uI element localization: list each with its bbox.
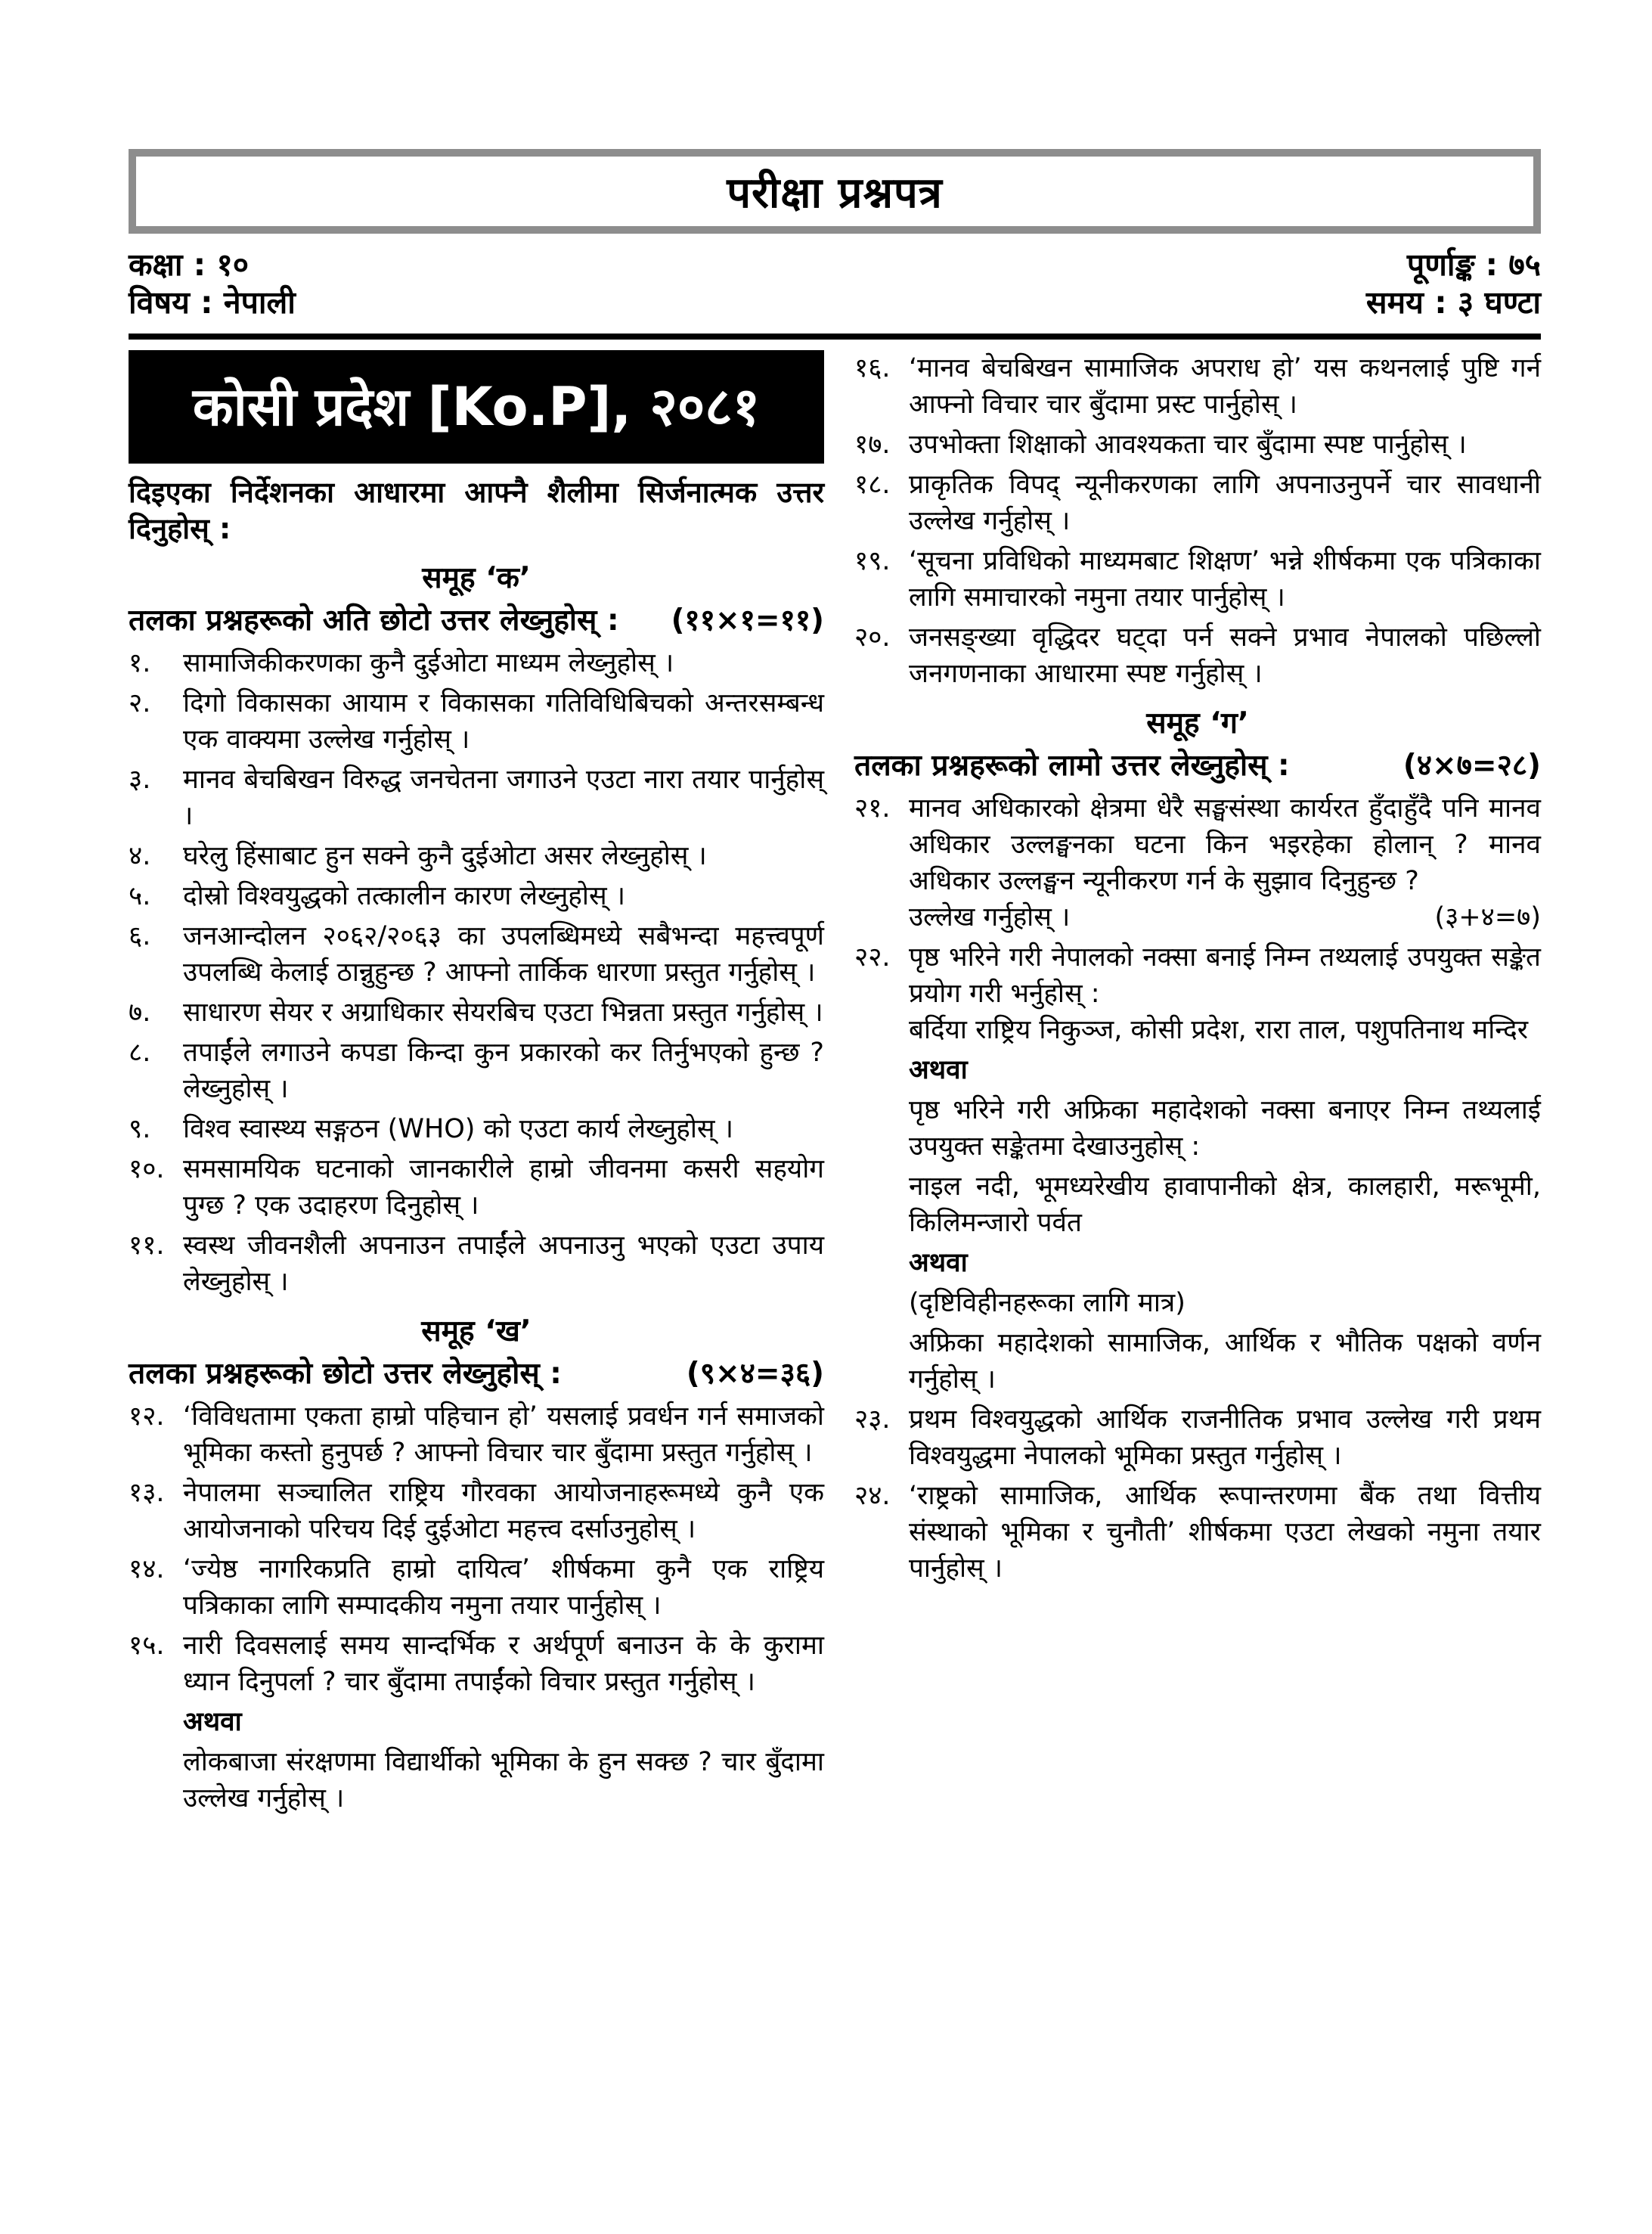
group-b-instruction-row — [129, 1356, 824, 1392]
or-label: अथवा — [909, 1055, 968, 1085]
group-c-marks: (४×७=२८) — [1402, 749, 1541, 783]
question-text: ‘ज्येष्ठ नागरिकप्रति हाम्रो दायित्व’ शीर्षकमा कुनै एक राष्ट्रिय पत्रिकाका लागि सम्पादकीय नमुना तयार पार्नुहोस् । — [183, 1554, 824, 1621]
title-box — [129, 149, 1541, 234]
question-text: प्राकृतिक विपद् न्यूनीकरणका लागि अपनाउनुपर्ने चार सावधानी उल्लेख गर्नुहोस् । — [909, 470, 1541, 536]
question-12 — [129, 1398, 824, 1471]
question-15 — [129, 1627, 824, 1700]
question-text: तपाईंले लगाउने कपडा किन्दा कुन प्रकारको कर तिर्नुभएको हुन्छ ? लेख्नुहोस् । — [183, 1038, 824, 1104]
or-label: अथवा — [183, 1707, 242, 1737]
group-b-marks: (९×४=३६) — [686, 1357, 824, 1391]
question-number: ८. — [129, 1038, 151, 1068]
alt-question-text: पृष्ठ भरिने गरी अफ्रिका महादेशको नक्सा बनाएर निम्न तथ्यलाई उपयुक्त सङ्केतमा देखाउनुहोस् : — [909, 1095, 1541, 1162]
two-column-body — [129, 350, 1541, 1817]
question-6 — [129, 918, 824, 991]
question-text: ‘राष्ट्रको सामाजिक, आर्थिक रूपान्तरणमा बैंक तथा वित्तीय संस्थाको भूमिका र चुनौती’ शीर्षकमा एउटा लेखको नमुना तयार पार्नुहोस् । — [909, 1481, 1541, 1584]
question-item-list: बर्दिया राष्ट्रिय निकुञ्ज, कोसी प्रदेश, रारा ताल, पशुपतिनाथ मन्दिर — [909, 1015, 1529, 1045]
alt-question-text: अफ्रिका महादेशको सामाजिक, आर्थिक र भौतिक पक्षको वर्णन गर्नुहोस् । — [909, 1328, 1541, 1395]
question-text: पृष्ठ भरिने गरी नेपालको नक्सा बनाई निम्न तथ्यलाई उपयुक्त सङ्केत प्रयोग गरी भर्नुहोस् : — [909, 942, 1541, 1009]
question-17 — [854, 427, 1541, 463]
meta-row-2 — [129, 284, 1541, 321]
question-number: २०. — [854, 622, 891, 653]
question-10 — [129, 1151, 824, 1224]
question-text: नेपालमा सञ्चालित राष्ट्रिय गौरवका आयोजनाहरूमध्ये कुनै एक आयोजनाको परिचय दिई दुईओटा महत्त्व दर्साउनुहोस् । — [183, 1478, 824, 1544]
divider-rule — [129, 334, 1541, 340]
question-tail-text: उल्लेख गर्नुहोस् । — [909, 902, 1071, 932]
question-14 — [129, 1551, 824, 1624]
intro-text: दिइएका निर्देशनका आधारमा आफ्नै शैलीमा सिर्जनात्मक उत्तर दिनुहोस् : — [129, 476, 824, 545]
alt-question-note: (दृष्टिविहीनहरूका लागि मात्र) — [909, 1288, 1186, 1318]
question-9 — [129, 1111, 824, 1147]
question-20 — [854, 619, 1541, 692]
question-text: ‘सूचना प्रविधिको माध्यमबाट शिक्षण’ भन्ने शीर्षकमा एक पत्रिकाका लागि समाचारको नमुना तयार पार्नुहोस् । — [909, 546, 1541, 613]
question-18 — [854, 467, 1541, 539]
question-4 — [129, 838, 824, 874]
question-number: १३. — [129, 1478, 165, 1508]
question-text: समसामयिक घटनाको जानकारीले हाम्रो जीवनमा कसरी सहयोग पुग्छ ? एक उदाहरण दिनुहोस् । — [183, 1154, 824, 1221]
question-number: २३. — [854, 1404, 891, 1435]
question-number: १. — [129, 648, 151, 678]
question-text: नारी दिवसलाई समय सान्दर्भिक र अर्थपूर्ण बनाउन के के कुरामा ध्यान दिनुपर्ला ? चार बुँदामा तपाईंको विचार प्रस्तुत गर्नुहोस् । — [183, 1631, 824, 1697]
question-number: ४. — [129, 841, 151, 871]
question-number: ५. — [129, 881, 151, 911]
question-number: १९. — [854, 546, 891, 576]
question-number: ११. — [129, 1230, 165, 1261]
question-text: मानव अधिकारको क्षेत्रमा धेरै सङ्घसंस्था कार्यरत हुँदाहुँदै पनि मानव अधिकार उल्लङ्घनका घटना किन भइरहेका होलान् ? मानव अधिकार उल्लङ्घन न्यूनीकरण गर्न के सुझाव दिनुहुन्छ ? — [909, 793, 1541, 896]
group-c-instruction: तलका प्रश्नहरूको लामो उत्तर लेख्नुहोस् : — [854, 749, 1290, 783]
question-text: प्रथम विश्वयुद्धको आर्थिक राजनीतिक प्रभाव उल्लेख गरी प्रथम विश्वयुद्धमा नेपालको भूमिका प्रस्तुत गर्नुहोस् । — [909, 1404, 1541, 1471]
question-marks: (३+४=७) — [1434, 902, 1541, 932]
question-number: ३. — [129, 765, 151, 795]
time-label: समय : ३ घण्टा — [1365, 284, 1541, 321]
question-number: ६. — [129, 921, 151, 951]
question-body — [909, 790, 1541, 935]
question-number: २१. — [854, 793, 891, 824]
question-text: जनआन्दोलन २०६२/२०६३ का उपलब्धिमध्ये सबैभन्दा महत्त्वपूर्ण उपलब्धि केलाई ठान्नुहुन्छ ? आफ्नो तार्किक धारणा प्रस्तुत गर्नुहोस् । — [183, 921, 824, 988]
question-number: १२. — [129, 1401, 165, 1432]
question-text: विश्व स्वास्थ्य सङ्गठन (WHO) को एउटा कार्य लेख्नुहोस् । — [183, 1114, 733, 1144]
question-16 — [854, 350, 1541, 423]
province-banner — [129, 350, 824, 464]
question-24 — [854, 1478, 1541, 1587]
subject-label: विषय : नेपाली — [129, 284, 296, 321]
question-text: ‘मानव बेचबिखन सामाजिक अपराध हो’ यस कथनलाई पुष्टि गर्न आफ्नो विचार चार बुँदामा प्रस्ट पार्नुहोस् । — [909, 353, 1541, 420]
question-text: उपभोक्ता शिक्षाको आवश्यकता चार बुँदामा स्पष्ट पार्नुहोस् । — [909, 430, 1467, 460]
question-number: १०. — [129, 1154, 165, 1184]
question-text: जनसङ्ख्या वृद्धिदर घट्दा पर्न सक्ने प्रभाव नेपालको पछिल्लो जनगणनाका आधारमा स्पष्ट गर्नुहोस् । — [909, 622, 1541, 689]
group-c-heading: समूह ‘ग’ — [1146, 706, 1249, 740]
question-5 — [129, 878, 824, 914]
full-marks-label: पूर्णाङ्क : ७५ — [1406, 247, 1541, 283]
question-number: १६. — [854, 353, 891, 383]
question-text: दिगो विकासका आयाम र विकासका गतिविधिबिचको अन्तरसम्बन्ध एक वाक्यमा उल्लेख गर्नुहोस् । — [183, 688, 824, 755]
left-column — [129, 350, 824, 1817]
question-2 — [129, 685, 824, 758]
question-11 — [129, 1227, 824, 1300]
question-3 — [129, 762, 824, 834]
question-7 — [129, 994, 824, 1031]
question-number: २२. — [854, 942, 891, 973]
class-label: कक्षा : १० — [129, 247, 250, 283]
question-text: दोस्रो विश्वयुद्धको तत्कालीन कारण लेख्नुहोस् । — [183, 881, 626, 911]
group-a-heading: समूह ‘क’ — [422, 561, 531, 595]
question-tail-row — [909, 899, 1541, 935]
question-text: ‘विविधतामा एकता हाम्रो पहिचान हो’ यसलाई प्रवर्धन गर्न समाजको भूमिका कस्तो हुनुपर्छ ? आफ्नो विचार चार बुँदामा प्रस्तुत गर्नुहोस् । — [183, 1401, 824, 1468]
question-number: १८. — [854, 470, 891, 500]
alt-question-item-list: नाइल नदी, भूमध्यरेखीय हावापानीको क्षेत्र, कालहारी, मरूभूमी, किलिमन्जारो पर्वत — [909, 1171, 1541, 1238]
question-number: ९. — [129, 1114, 151, 1144]
group-a-instruction: तलका प्रश्नहरूको अति छोटो उत्तर लेख्नुहोस् : — [129, 603, 619, 638]
question-body — [909, 939, 1541, 1048]
group-a-instruction-row — [129, 603, 824, 639]
question-number: ७. — [129, 998, 151, 1028]
province-banner-title: कोसी प्रदेश [Ko.P], २०८१ — [192, 376, 761, 438]
question-22 — [854, 939, 1541, 1048]
question-13 — [129, 1475, 824, 1547]
page-title: परीक्षा प्रश्नपत्र — [727, 169, 943, 218]
question-text: सामाजिकीकरणका कुनै दुईओटा माध्यम लेख्नुहोस् । — [183, 648, 674, 678]
question-text: घरेलु हिंसाबाट हुन सक्ने कुनै दुईओटा असर लेख्नुहोस् । — [183, 841, 707, 871]
group-c-instruction-row — [854, 748, 1541, 784]
question-21 — [854, 790, 1541, 935]
question-8 — [129, 1035, 824, 1107]
question-number: २. — [129, 688, 151, 718]
exam-meta — [129, 246, 1541, 321]
meta-row-1 — [129, 246, 1541, 284]
question-number: १५. — [129, 1631, 165, 1661]
question-number: १७. — [854, 430, 891, 460]
or-label: अथवा — [909, 1248, 968, 1278]
question-text: मानव बेचबिखन विरुद्ध जनचेतना जगाउने एउटा नारा तयार पार्नुहोस् । — [183, 765, 824, 831]
group-b-heading: समूह ‘ख’ — [421, 1314, 532, 1348]
question-19 — [854, 543, 1541, 616]
alt-question-text: लोकबाजा संरक्षणमा विद्यार्थीको भूमिका के हुन सक्छ ? चार बुँदामा उल्लेख गर्नुहोस् । — [183, 1747, 824, 1814]
question-text: साधारण सेयर र अग्राधिकार सेयरबिच एउटा भिन्नता प्रस्तुत गर्नुहोस् । — [183, 998, 823, 1028]
question-number: १४. — [129, 1554, 165, 1584]
group-b-instruction: तलका प्रश्नहरूको छोटो उत्तर लेख्नुहोस् : — [129, 1357, 562, 1391]
question-text: स्वस्थ जीवनशैली अपनाउन तपाईंले अपनाउनु भएको एउटा उपाय लेख्नुहोस् । — [183, 1230, 824, 1297]
group-a-marks: (११×१=११) — [671, 603, 824, 638]
question-number: २४. — [854, 1481, 891, 1511]
question-1 — [129, 645, 824, 681]
question-23 — [854, 1401, 1541, 1474]
right-column — [854, 350, 1541, 1817]
